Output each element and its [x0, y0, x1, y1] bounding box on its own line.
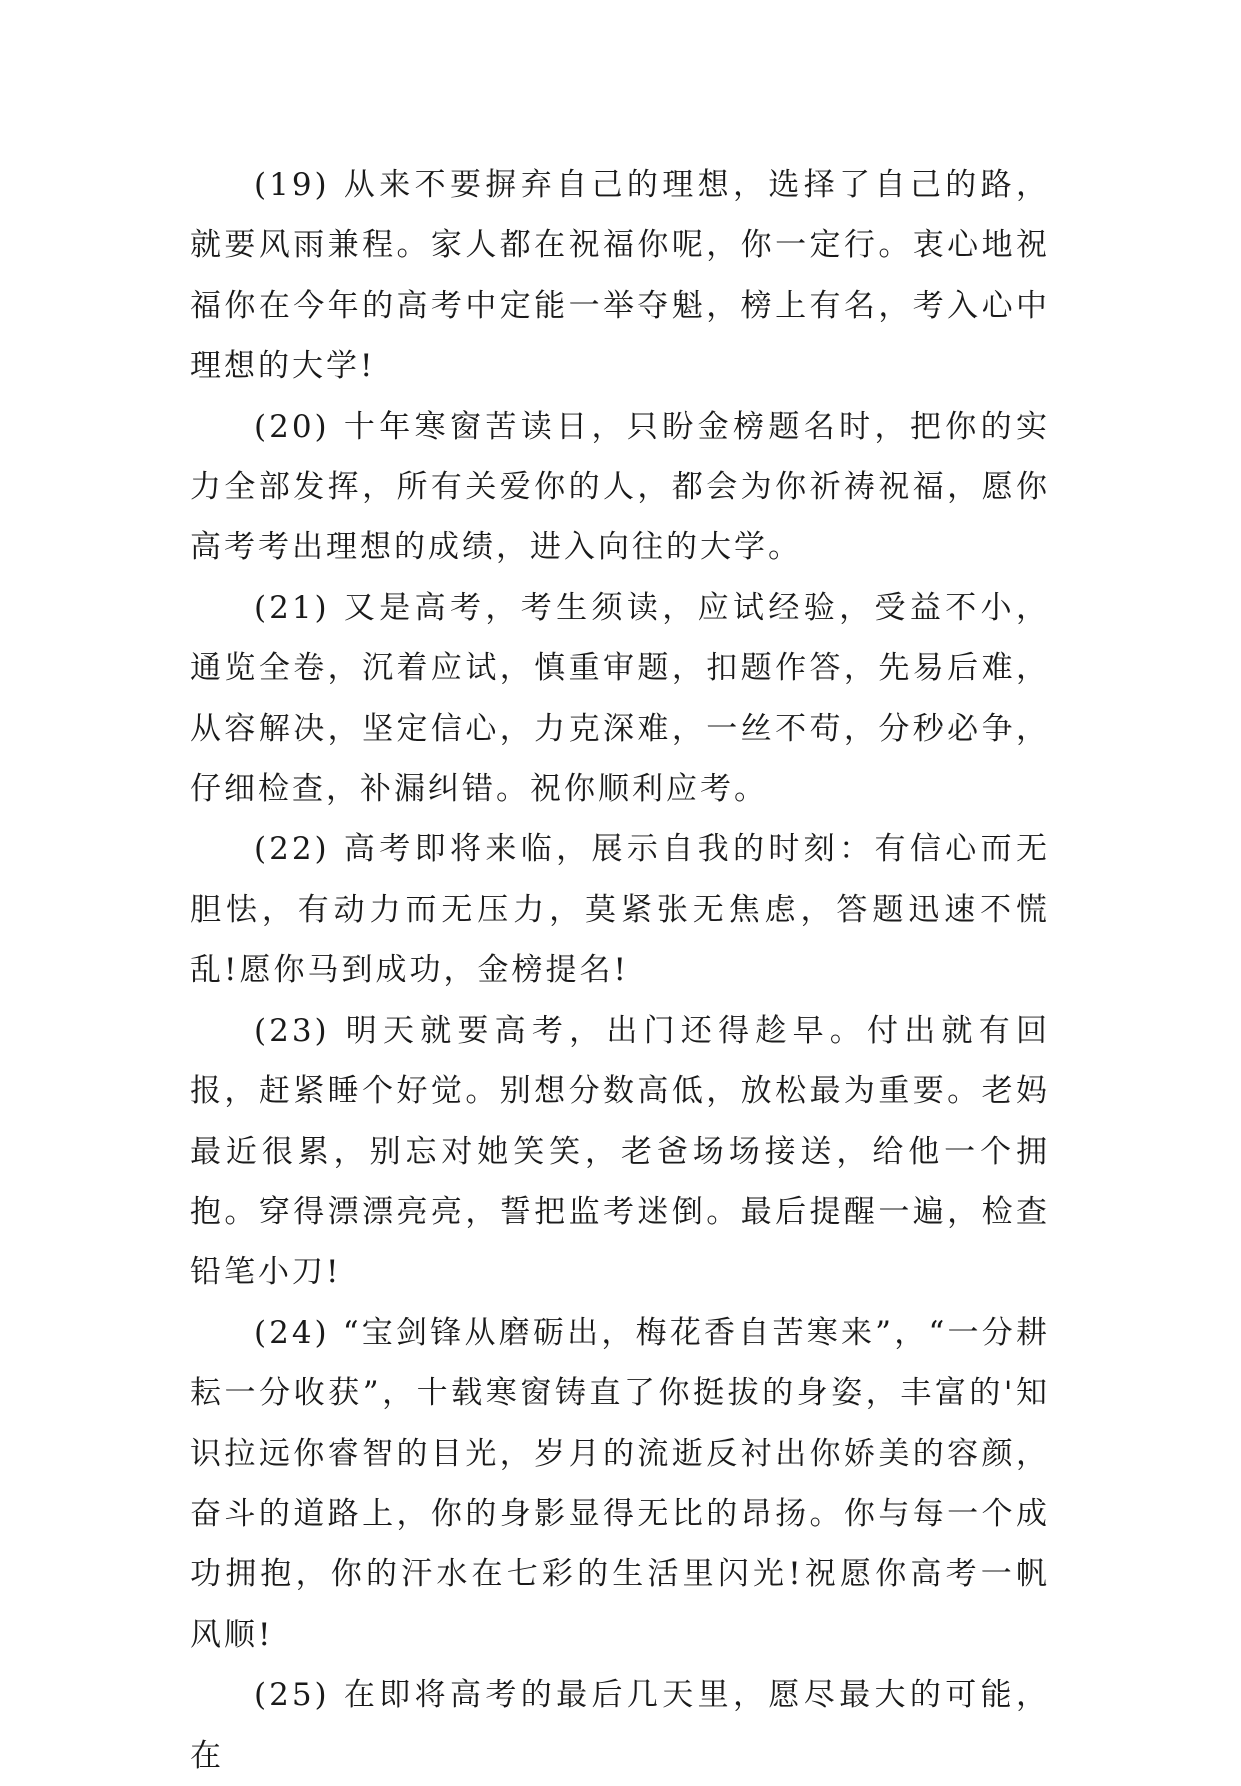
document-body	[190, 155, 1050, 1786]
paragraph-24: (24) “宝剑锋从磨砺出，梅花香自苦寒来”，“一分耕耘一分收获”，十载寒窗铸直了你挺拔的身姿，丰富的'知识拉远你睿智的目光，岁月的流逝反衬出你娇美的容颜，奋斗的道路上，你的身影显得无比的昂扬。你与每一个成功拥抱，你的汗水在七彩的生活里闪光!祝愿你高考一帆风顺!	[190, 1314, 1050, 1653]
paragraph-19: (19) 从来不要摒弃自己的理想，选择了自己的路，就要风雨兼程。家人都在祝福你呢，你一定行。衷心地祝福你在今年的高考中定能一举夺魁，榜上有名，考入心中理想的大学!	[190, 167, 1050, 385]
paragraph-25: (25) 在即将高考的最后几天里，愿尽最大的可能，在	[190, 1677, 1050, 1774]
paragraph-21: (21) 又是高考，考生须读，应试经验，受益不小，通览全卷，沉着应试，慎重审题，扣题作答，先易后难，从容解决，坚定信心，力克深难，一丝不苟，分秒必争，仔细检查，补漏纠错。祝你顺利应考。	[190, 589, 1050, 808]
paragraph-20: (20) 十年寒窗苦读日，只盼金榜题名时，把你的实力全部发挥，所有关爱你的人，都会为你祈祷祝福，愿你高考考出理想的成绩，进入向往的大学。	[190, 408, 1050, 566]
paragraph-23: (23) 明天就要高考，出门还得趁早。付出就有回报，赶紧睡个好觉。别想分数高低，放松最为重要。老妈最近很累，别忘对她笑笑，老爸场场接送，给他一个拥抱。穿得漂漂亮亮，誓把监考迷倒。最后提醒一遍，检查铅笔小刀!	[190, 1012, 1050, 1291]
paragraph-22: (22) 高考即将来临，展示自我的时刻：有信心而无胆怯，有动力而无压力，莫紧张无焦虑，答题迅速不慌乱!愿你马到成功，金榜提名!	[190, 831, 1050, 989]
